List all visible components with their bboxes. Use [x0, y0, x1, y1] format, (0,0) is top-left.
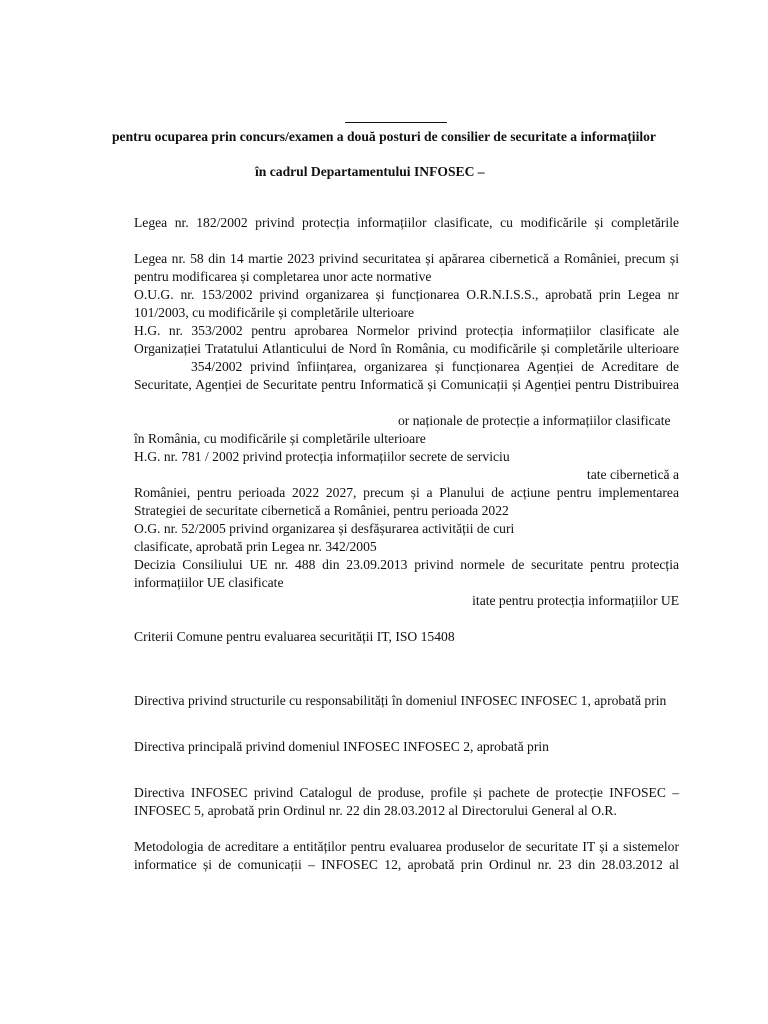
body-line: 101/2003, cu modificările și completările ulterioare [134, 305, 415, 320]
body-line: Metodologia de acreditare a entităților pentru evaluarea produselor de securitate IT și a sistemelor [134, 839, 679, 854]
body-line: O.G. nr. 52/2005 privind organizarea și desfășurarea activității de curi [134, 521, 515, 536]
body-line: INFOSEC 5, aprobată prin Ordinul nr. 22 din 28.03.2012 al Directorului General al O.R. [134, 803, 617, 818]
body-line: or naționale de protecție a informațiilor clasificate [398, 413, 671, 428]
body-line: tate cibernetică a [586, 467, 679, 482]
body-line: H.G. nr. 353/2002 pentru aprobarea Normelor privind protecția informațiilor clasificate ale [134, 323, 679, 338]
body-line: H.G. nr. 781 / 2002 privind protecția informațiilor secrete de serviciu [134, 449, 510, 464]
body-line: clasificate, aprobată prin Legea nr. 342/2005 [134, 539, 377, 554]
body-line: în România, cu modificările și completările ulterioare [134, 431, 426, 446]
body-line: informațiilor UE clasificate [134, 575, 284, 590]
body-line: Legea nr. 182/2002 privind protecția informațiilor clasificate, cu modificările și completările [134, 215, 679, 230]
body-line: Directiva privind structurile cu responsabilități în domeniul INFOSEC INFOSEC 1, aprobată prin [134, 693, 667, 708]
heading-line-1: pentru ocuparea prin concurs/examen a două posturi de consilier de securitate a informațiilor [112, 129, 656, 144]
body-line: Securitate, Agenției de Securitate pentru Informatică și Comunicații și Agenției pentru Distribuirea [134, 377, 679, 392]
body-line: Directiva INFOSEC privind Catalogul de produse, profile și pachete de protecție INFOSEC – [134, 785, 679, 800]
title-placeholder-rule [345, 122, 447, 123]
body-line: României, pentru perioada 2022 2027, precum și a Planului de acțiune pentru implementarea [134, 485, 679, 500]
body-line: Criterii Comune pentru evaluarea securității IT, ISO 15408 [134, 629, 455, 644]
body-line: informatice și de comunicații – INFOSEC 12, aprobată prin Ordinul nr. 23 din 28.03.2012 al [134, 857, 679, 872]
body-line: itate pentru protecția informațiilor UE [472, 593, 679, 608]
body-line: 354/2002 privind înființarea, organizarea și funcționarea Agenției de Acreditare de [191, 359, 679, 374]
body-line: Strategiei de securitate cibernetică a României, pentru perioada 2022 [134, 503, 509, 518]
body-line: O.U.G. nr. 153/2002 privind organizarea și funcționarea O.R.N.I.S.S., aprobată prin Legea nr [134, 287, 679, 302]
body-line: Organizației Tratatului Atlanticului de Nord în România, cu modificările și completările ulterioare [134, 341, 679, 356]
heading-line-2: în cadrul Departamentului INFOSEC – [255, 164, 485, 179]
body-line: Legea nr. 58 din 14 martie 2023 privind securitatea și apărarea cibernetică a României, precum și [134, 251, 679, 266]
document-body [134, 214, 679, 874]
body-line: pentru modificarea și completarea unor acte normative [134, 269, 432, 284]
body-line: Decizia Consiliului UE nr. 488 din 23.09.2013 privind normele de securitate pentru protecția [134, 557, 679, 572]
body-line: Directiva principală privind domeniul INFOSEC INFOSEC 2, aprobată prin [134, 739, 549, 754]
